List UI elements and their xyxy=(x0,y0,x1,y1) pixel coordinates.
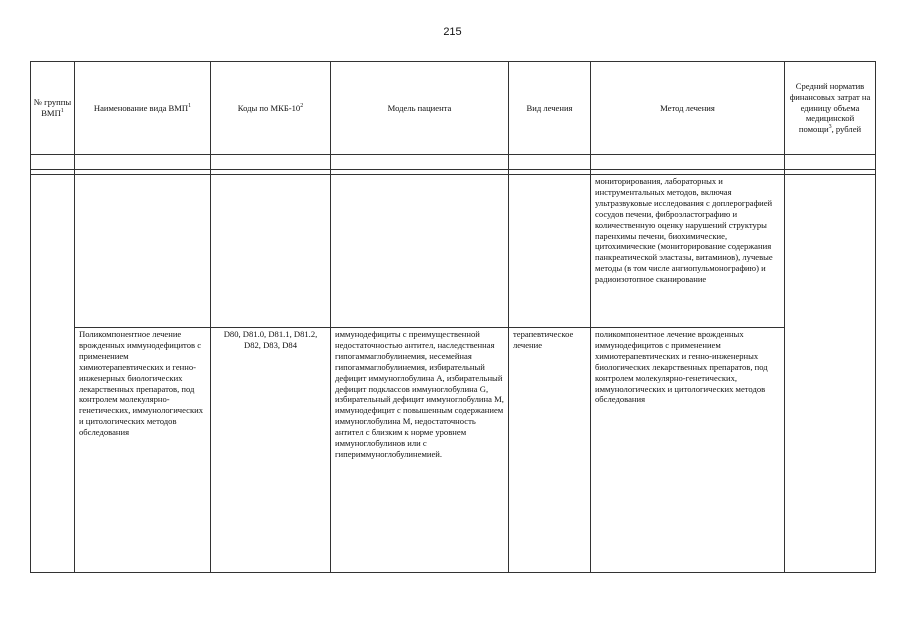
header-patient-model: Модель пациента xyxy=(331,62,509,155)
header-average-cost: Средний норматив финансовых затрат на единицу объема медицинской помощи$^3$, рублей xyxy=(785,62,876,155)
continuation-row xyxy=(31,175,876,328)
cell-treatment-type: терапевтическое лечение xyxy=(509,328,591,573)
header-treatment-type: Вид лечения xyxy=(509,62,591,155)
cost-cell xyxy=(785,175,876,573)
cell-treatment-method: поликомпонентное лечение врожденных иммунодефицитов с применением химиотерапевтических и генно-инженерных биологических лекарственных препаратов, под контролем молекулярно-генетических, иммунологических и цитологических методов обследования xyxy=(591,328,785,573)
cell-vmp-name: Поликомпонентное лечение врожденных иммунодефицитов с применением химиотерапевтических и генно-инженерных биологических лекарственных препаратов, под контролем молекулярно-генетических, иммунологических и цитологических методов обследования xyxy=(75,328,211,573)
group-number-cell xyxy=(31,175,75,573)
cell-icd-codes: D80, D81.0, D81.1, D81.2, D82, D83, D84 xyxy=(211,328,331,573)
cell-patient-model: иммунодефициты с преимущественной недостаточностью антител, наследственная гипогаммаглобулинемия, несемейная гипогаммаглобулинемия, избирательный дефицит иммуноглобулина A, избирательный дефицит подклассов иммуноглобулина G, избирательный дефицит иммуноглобулина M, иммунодефицит с повышенным содержанием иммуноглобулина M, недостаточность антител с близким к норме уровнем иммуноглобулинов или с гипериммуноглобулинемией. xyxy=(331,328,509,573)
header-treatment-method: Метод лечения xyxy=(591,62,785,155)
header-icd-codes: Коды по МКБ-$10^2$ xyxy=(211,62,331,155)
header-group-number: № группы ВМП$^1$ xyxy=(31,62,75,155)
header-row xyxy=(31,62,876,155)
cell-method-continuation: мониторирования, лабораторных и инструментальных методов, включая ультразвуковые исследования с доплерографией сосудов печени, фиброэластографию и количественную оценку нарушений структуры паренхимы печени, биохимические, цитохимические (мониторирование содержания панкреатической эластазы, витаминов), лучевые методы (в том числе ангиопульмонографию) и радиоизотопное сканирование xyxy=(591,175,785,328)
cell-empty-codes xyxy=(211,175,331,328)
cell-empty-name xyxy=(75,175,211,328)
page-number: 215 xyxy=(443,26,462,38)
header-vmp-name: Наименование вида ВМП$^1$ xyxy=(75,62,211,155)
column-number-row xyxy=(31,155,876,170)
vmp-table xyxy=(30,61,876,573)
cell-empty-treatment xyxy=(509,175,591,328)
table-row xyxy=(31,328,876,573)
cell-empty-model xyxy=(331,175,509,328)
